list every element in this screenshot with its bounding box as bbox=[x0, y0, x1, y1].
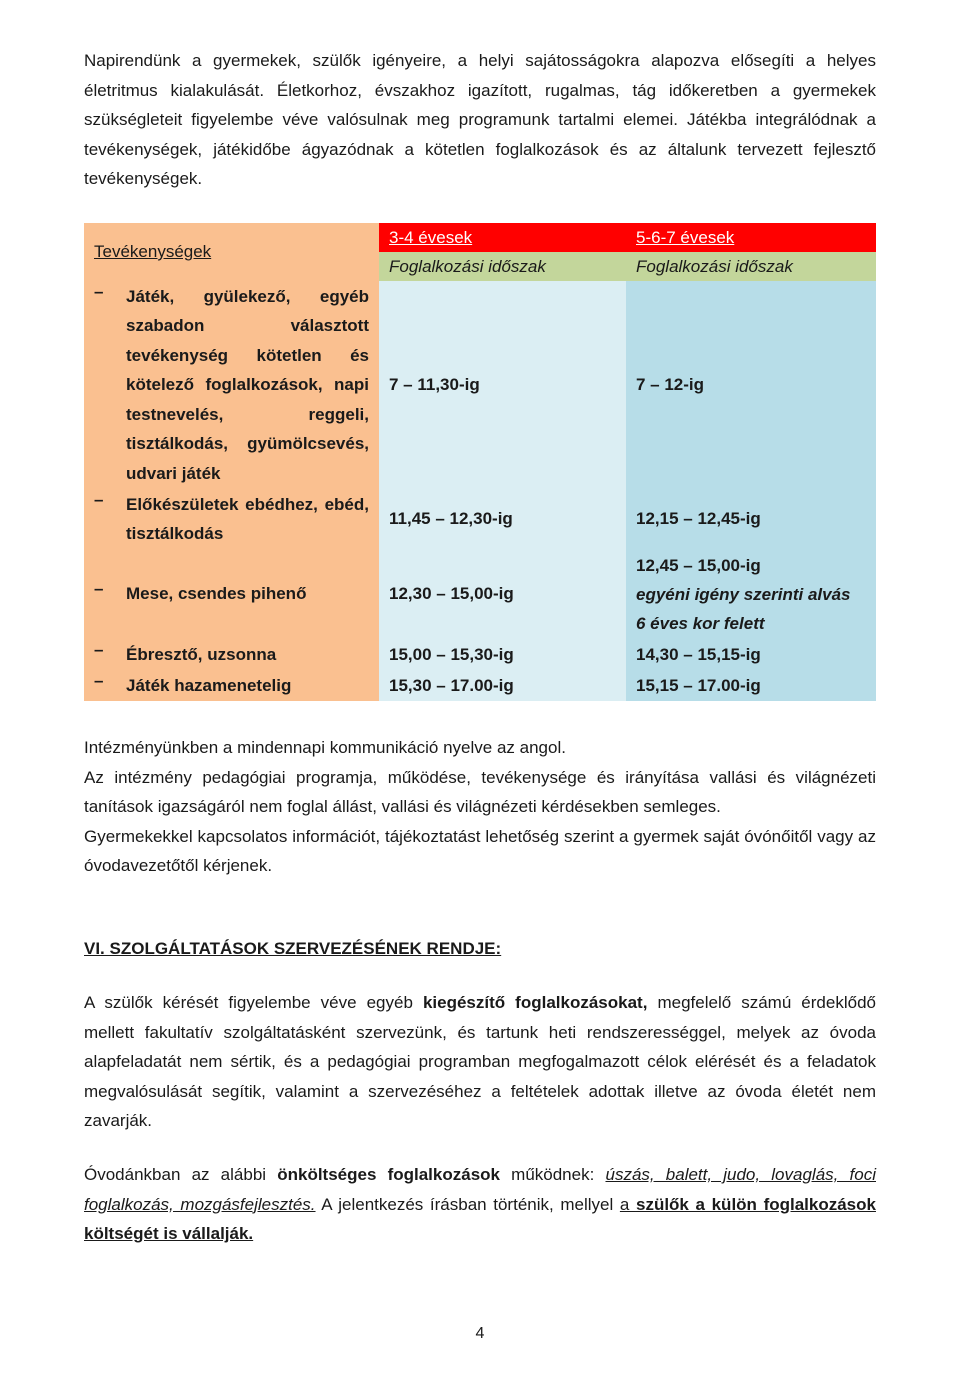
dash-bullet: – bbox=[94, 670, 104, 690]
activity-text: Mese, csendes pihenő bbox=[126, 584, 307, 604]
time-3-4: 11,45 – 12,30-ig bbox=[379, 489, 626, 549]
text-run: A szülők kérését figyelembe véve egyéb bbox=[84, 993, 423, 1012]
time-5-7: 12,45 – 15,00-ig bbox=[636, 555, 761, 575]
table-row-activity bbox=[84, 281, 379, 489]
underline-run: a bbox=[619, 1194, 636, 1214]
time-5-7-note: egyéni igény szerinti alvás bbox=[636, 584, 851, 604]
table-row-activity bbox=[84, 670, 379, 701]
table-row-activity bbox=[84, 639, 379, 670]
time-3-4: 7 – 11,30-ig bbox=[379, 281, 626, 489]
activities-header: Tevékenységek bbox=[94, 242, 212, 261]
section-title: VI. SZOLGÁLTATÁSOK SZERVEZÉSÉNEK RENDJE: bbox=[84, 939, 502, 958]
dash-bullet: – bbox=[94, 579, 104, 599]
services-paragraph bbox=[84, 988, 876, 1136]
text-run: A jelentkezés írásban történik, mellyel bbox=[315, 1194, 620, 1214]
time-3-4: 15,30 – 17.00-ig bbox=[379, 670, 626, 701]
activity-text: Előkészületek ebédhez, ebéd, tisztálkodás bbox=[126, 494, 369, 543]
dash-bullet: – bbox=[94, 281, 104, 301]
paragraph: Intézményünkben a mindennapi kommunikáció nyelve az angol. bbox=[84, 738, 566, 757]
intro-paragraph: Napirendünk a gyermekek, szülők igényeire, a helyi sajátosságokra alapozva elősegíti a helyes életritmus kialakulását. Életkorhoz, évszakhoz igazított, rugalmas, tág időkeretben a gyermekek szükségleteit figyelembe véve valósulnak meg programunk tartalmi elemei. Játékba integrálódnak a tevékenységek, játékidőbe ágyazódnak a kötetlen foglalkozások és az általunk tervezett fejlesztő tevékenységek. bbox=[84, 51, 876, 188]
paid-activities-paragraph bbox=[84, 1160, 876, 1249]
time-5-7: 15,15 – 17.00-ig bbox=[626, 670, 876, 701]
activities-header-cell bbox=[84, 223, 379, 281]
bold-run: kiegészítő foglalkozásokat, bbox=[422, 993, 648, 1012]
activity-text: Ébresztő, uzsonna bbox=[126, 644, 277, 664]
page-number: 4 bbox=[475, 1325, 485, 1342]
activity-list: úszás, balett, judo, lovaglás, foci foglalkozás, mozgásfejlesztés. bbox=[84, 1165, 876, 1214]
text-run: Óvodánkban az alábbi bbox=[84, 1165, 278, 1184]
time-5-7: 14,30 – 15,15-ig bbox=[626, 639, 876, 670]
page-body bbox=[84, 46, 876, 194]
table-row-activity bbox=[84, 489, 379, 549]
period-5-7-header: Foglalkozási időszak bbox=[626, 252, 876, 281]
age-3-4-header: 3-4 évesek bbox=[379, 223, 626, 252]
time-5-7: 12,15 – 12,45-ig bbox=[626, 489, 876, 549]
bold-run: önköltséges foglalkozások bbox=[277, 1165, 500, 1184]
paragraph: Gyermekekkel kapcsolatos információt, tájékoztatást lehetőség szerint a gyermek saját óvónőitől vagy az óvodavezetőtől kérjenek. bbox=[84, 826, 876, 875]
paragraph bbox=[84, 1160, 876, 1249]
bold-underline-run: szülők a külön foglalkozások költségét is vállalják. bbox=[84, 1194, 876, 1243]
activity-text: Játék hazamenetelig bbox=[126, 675, 292, 695]
text-run: működnek: bbox=[500, 1165, 606, 1184]
paragraph bbox=[84, 988, 876, 1136]
text-run: megfelelő számú érdeklődő mellett fakultatív szolgáltatásként szervezünk, és tartunk heti rendszerességgel, melyek az óvoda alapfeladatát nem sértik, és a pedagógiai programban megfogalmazott célok elérését és a feladatok megvalósulását segítik, valamint a szervezéséhez a feltételek adottak illetve az óvoda életét nem zavarják. bbox=[84, 993, 876, 1130]
time-5-7: 7 – 12-ig bbox=[626, 281, 876, 489]
table-row-activity bbox=[84, 549, 379, 639]
age-5-7-header: 5-6-7 évesek bbox=[626, 223, 876, 252]
after-table-block bbox=[84, 733, 876, 881]
paragraph: Az intézmény pedagógiai programja, működése, tevékenysége és irányítása vallási és világnézeti tanítások igazságáról nem foglal állást, vallási és világnézeti kérdésekben semleges. bbox=[84, 767, 876, 816]
activity-text: Játék, gyülekező, egyéb szabadon választott tevékenység kötetlen és kötelező foglalkozások, napi testnevelés, reggeli, tisztálkodás, gyümölcsevés, udvari játék bbox=[126, 286, 369, 483]
time-3-4: 12,30 – 15,00-ig bbox=[379, 549, 626, 639]
dash-bullet: – bbox=[94, 639, 104, 659]
section-title-block bbox=[84, 934, 876, 964]
dash-bullet: – bbox=[94, 489, 104, 509]
time-5-7-note: 6 éves kor felett bbox=[636, 613, 765, 633]
time-3-4: 15,00 – 15,30-ig bbox=[379, 639, 626, 670]
schedule-table bbox=[84, 223, 876, 701]
time-5-7-cell bbox=[626, 549, 876, 639]
period-3-4-header: Foglalkozási időszak bbox=[379, 252, 626, 281]
